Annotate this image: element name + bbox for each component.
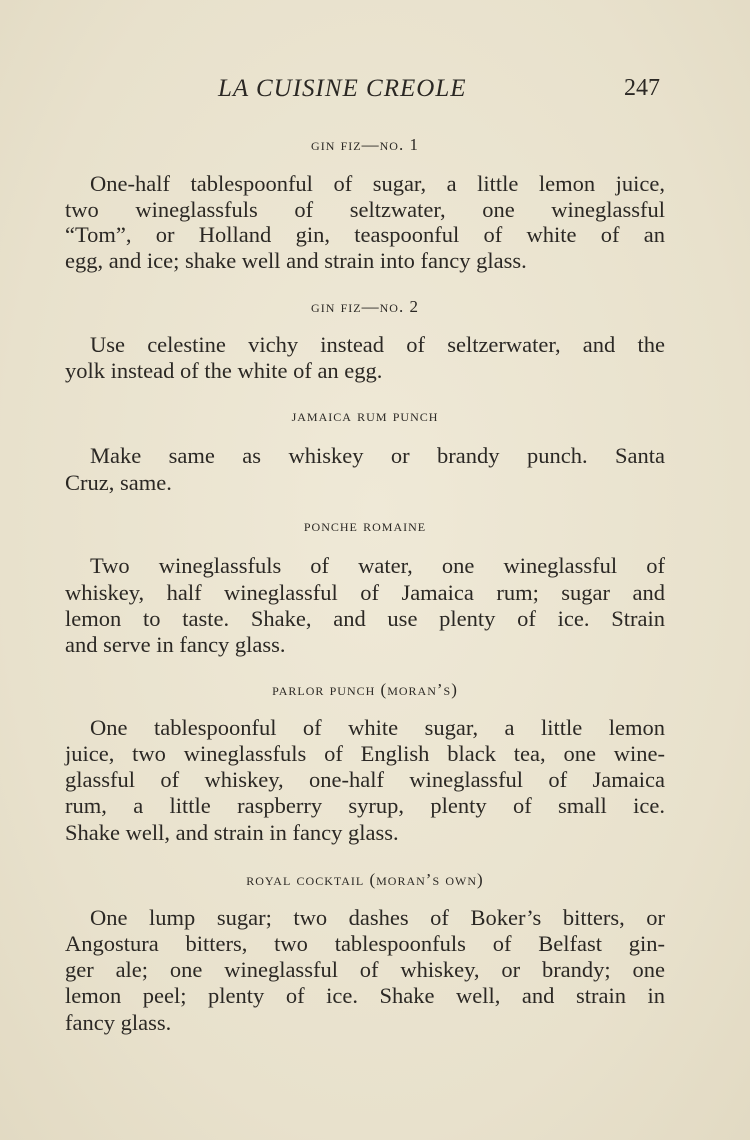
recipe-text-line: Angostura bitters, two tablespoonfuls of Belfast gin-: [65, 931, 665, 956]
recipe-text-line: Shake well, and strain in fancy glass.: [65, 820, 399, 845]
recipe-text-line: Use celestine vichy instead of seltzerwater, and the: [90, 332, 665, 357]
recipe-text-line: two wineglassfuls of seltzwater, one wineglassful: [65, 197, 665, 222]
page-number: 247: [624, 75, 660, 101]
recipe-text-line: ger ale; one wineglassful of whiskey, or brandy; one: [65, 957, 665, 982]
recipe-text-line: fancy glass.: [65, 1010, 172, 1035]
recipe-text-line: “Tom”, or Holland gin, teaspoonful of white of an: [65, 222, 665, 247]
recipe-text-line: Two wineglassfuls of water, one wineglassful of: [90, 553, 665, 578]
recipe-text-line: juice, two wineglassfuls of English black tea, one wine-: [65, 741, 665, 766]
recipe-text-line: One lump sugar; two dashes of Boker’s bitters, or: [90, 905, 665, 930]
recipe-heading: royal cocktail (moran’s own): [246, 870, 484, 889]
recipe-text-line: Make same as whiskey or brandy punch. Santa: [90, 443, 665, 468]
recipe-text-line: yolk instead of the white of an egg.: [65, 358, 383, 383]
recipe-heading: gin fiz—no. 1: [311, 135, 419, 154]
recipe-text-line: rum, a little raspberry syrup, plenty of small ice.: [65, 793, 665, 818]
recipe-text-line: glassful of whiskey, one-half wineglassful of Jamaica: [65, 767, 665, 792]
recipe-text-line: egg, and ice; shake well and strain into fancy glass.: [65, 248, 527, 273]
recipe-text-line: whiskey, half wineglassful of Jamaica rum; sugar and: [65, 580, 665, 605]
recipe-text-line: and serve in fancy glass.: [65, 632, 286, 657]
recipe-text-line: lemon peel; plenty of ice. Shake well, and strain in: [65, 983, 665, 1008]
recipe-text-line: One tablespoonful of white sugar, a little lemon: [90, 715, 665, 740]
recipe-heading: jamaica rum punch: [291, 406, 439, 425]
recipe-heading: gin fiz—no. 2: [311, 297, 419, 316]
running-head: LA CUISINE CREOLE: [218, 75, 467, 102]
recipe-heading: ponche romaine: [303, 516, 427, 535]
recipe-text-line: Cruz, same.: [65, 470, 172, 495]
recipe-text-line: One-half tablespoonful of sugar, a little lemon juice,: [90, 171, 665, 196]
recipe-text-line: lemon to taste. Shake, and use plenty of ice. Strain: [65, 606, 665, 631]
recipe-heading: parlor punch (moran’s): [272, 680, 458, 699]
